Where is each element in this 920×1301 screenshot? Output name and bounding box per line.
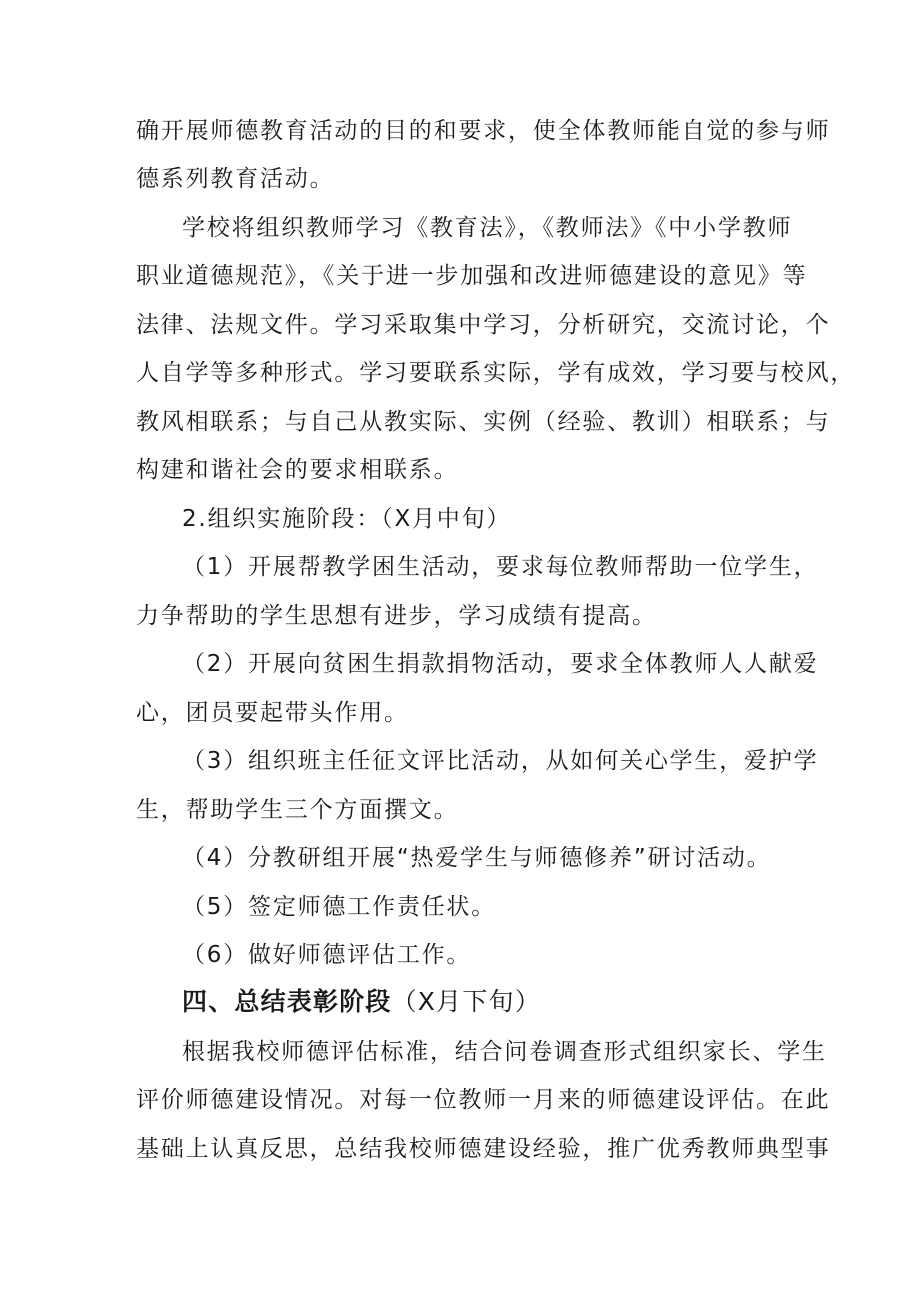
body-line: 评价师德建设情况。对每一位教师一月来的师德建设评估。在此: [136, 1087, 831, 1113]
list-item: （1）开展帮教学困生活动，要求每位教师帮助一位学生，: [182, 554, 819, 580]
body-line: 构建和谐社会的要求相联系。: [136, 457, 459, 483]
body-line: 人自学等多种形式。学习要联系实际，学有成效，学习要与校风，: [136, 360, 856, 386]
body-line: 基础上认真反思，总结我校师德建设经验，推广优秀教师典型事: [136, 1136, 831, 1162]
subsection-title: 2.组织实施阶段：（X月中旬）: [182, 506, 512, 532]
list-item: （4）分教研组开展“热爱学生与师德修养”研讨活动。: [182, 845, 772, 871]
list-item: （5）签定师德工作责任状。: [182, 894, 497, 920]
body-line: 根据我校师德评估标准，结合问卷调查形式组织家长、学生: [182, 1039, 827, 1065]
section-heading-title: 四、总结表彰阶段: [182, 987, 392, 1016]
body-line: 职业道德规范》，《关于进一步加强和改进师德建设的意见》等: [136, 263, 808, 289]
section-heading: [182, 986, 541, 1018]
list-item: （2）开展向贫困生捐款捐物活动，要求全体教师人人献爱: [182, 651, 819, 677]
body-line: 德系列教育活动。: [136, 166, 335, 192]
list-item: （6）做好师德评估工作。: [182, 942, 472, 968]
body-line: 确开展师德教育活动的目的和要求，使全体教师能自觉的参与师: [136, 118, 831, 144]
list-item: （3）组织班主任征文评比活动，从如何关心学生，爱护学: [182, 748, 819, 774]
body-line: 学校将组织教师学习《教育法》，《教师法》《中小学教师: [182, 215, 793, 241]
list-item-continuation: 力争帮助的学生思想有进步，学习成绩有提高。: [136, 603, 657, 629]
body-line: 教风相联系；与自己从教实际、实例（经验、教训）相联系；与: [136, 409, 831, 435]
body-line: 法律、法规文件。学习采取集中学习，分析研究，交流讨论，个: [136, 312, 831, 338]
list-item-continuation: 心，团员要起带头作用。: [136, 700, 409, 726]
list-item-continuation: 生，帮助学生三个方面撰文。: [136, 797, 459, 823]
section-heading-date: （X月下旬）: [391, 987, 541, 1016]
